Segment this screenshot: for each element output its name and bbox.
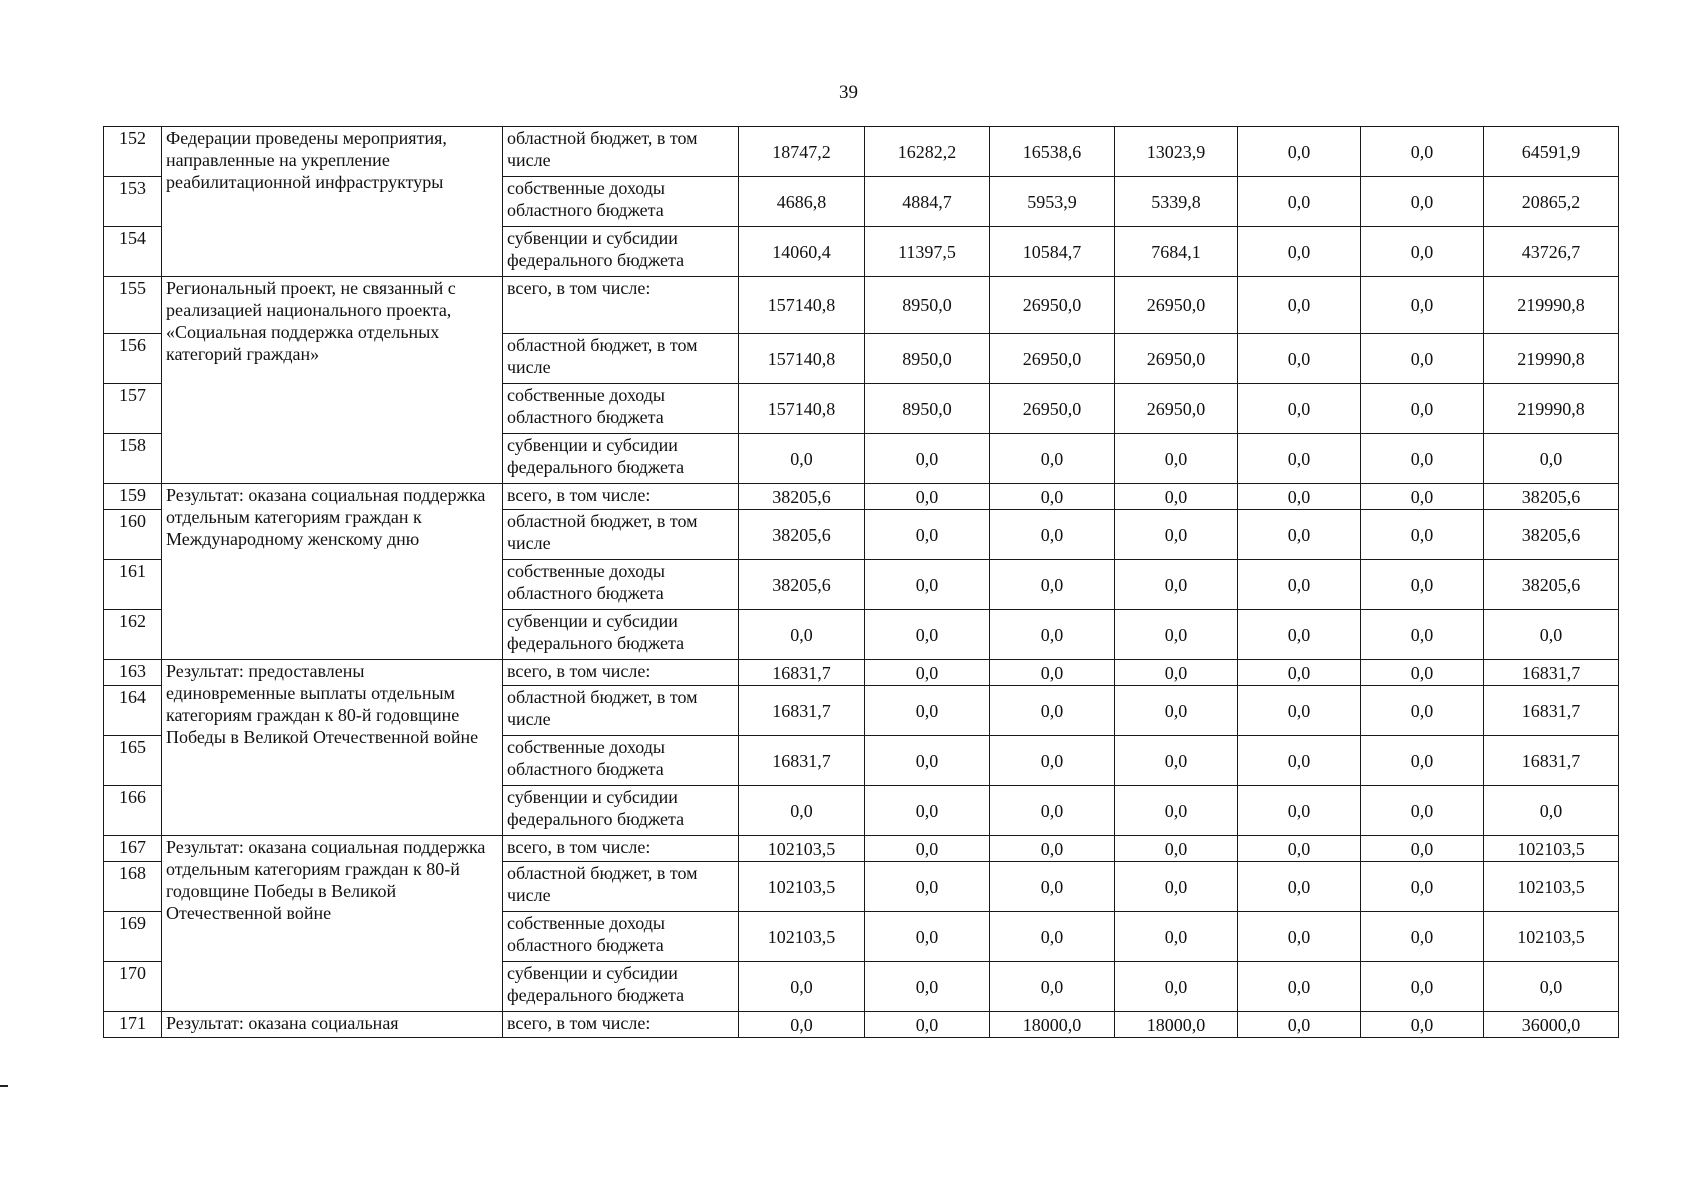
row-number: 168 [104,862,162,912]
year-value: 0,0 [990,962,1115,1012]
year-value: 0,0 [990,836,1115,862]
row-number: 156 [104,334,162,384]
year-value: 11397,5 [865,227,990,277]
year-value: 0,0 [1238,510,1361,560]
year-value: 0,0 [1361,227,1484,277]
year-value: 157140,8 [739,277,865,334]
year-value: 0,0 [865,836,990,862]
margin-mark [0,1085,8,1087]
year-value: 0,0 [1115,610,1238,660]
year-value: 0,0 [739,786,865,836]
year-value: 0,0 [1361,610,1484,660]
year-value: 102103,5 [739,836,865,862]
year-value: 0,0 [1361,560,1484,610]
year-value: 0,0 [1361,736,1484,786]
total-value: 219990,8 [1484,277,1619,334]
year-value: 0,0 [1115,862,1238,912]
row-number: 167 [104,836,162,862]
row-number: 154 [104,227,162,277]
item-description: Результат: оказана социальная поддержка отдельным категориям граждан к 80-й годовщине Победы в Великой Отечественной войне [162,836,503,1012]
year-value: 0,0 [865,686,990,736]
funding-source: областной бюджет, в том числе [503,127,739,177]
year-value: 16282,2 [865,127,990,177]
year-value: 0,0 [990,484,1115,510]
table-row [104,836,1619,862]
year-value: 0,0 [865,962,990,1012]
total-value: 16831,7 [1484,736,1619,786]
year-value: 0,0 [1361,862,1484,912]
year-value: 0,0 [739,1012,865,1038]
funding-source: областной бюджет, в том числе [503,334,739,384]
year-value: 0,0 [990,862,1115,912]
year-value: 0,0 [1238,277,1361,334]
year-value: 0,0 [1361,660,1484,686]
year-value: 0,0 [1361,484,1484,510]
year-value: 0,0 [1115,484,1238,510]
total-value: 38205,6 [1484,510,1619,560]
table-row [104,127,1619,177]
year-value: 4884,7 [865,177,990,227]
year-value: 0,0 [1238,334,1361,384]
budget-table [103,126,1619,1038]
year-value: 0,0 [1361,334,1484,384]
year-value: 0,0 [1361,434,1484,484]
total-value: 16831,7 [1484,686,1619,736]
total-value: 43726,7 [1484,227,1619,277]
total-value: 0,0 [1484,786,1619,836]
row-number: 159 [104,484,162,510]
funding-source: субвенции и субсидии федерального бюджета [503,434,739,484]
year-value: 0,0 [1115,962,1238,1012]
year-value: 10584,7 [990,227,1115,277]
total-value: 38205,6 [1484,560,1619,610]
funding-source: субвенции и субсидии федерального бюджета [503,610,739,660]
row-number: 153 [104,177,162,227]
year-value: 0,0 [739,962,865,1012]
year-value: 16538,6 [990,127,1115,177]
year-value: 26950,0 [990,334,1115,384]
year-value: 0,0 [1238,836,1361,862]
year-value: 102103,5 [739,912,865,962]
year-value: 0,0 [1238,560,1361,610]
year-value: 0,0 [1238,384,1361,434]
year-value: 0,0 [865,912,990,962]
year-value: 0,0 [1361,277,1484,334]
total-value: 0,0 [1484,962,1619,1012]
row-number: 164 [104,686,162,736]
year-value: 0,0 [865,510,990,560]
table-row [104,484,1619,510]
year-value: 38205,6 [739,484,865,510]
total-value: 219990,8 [1484,384,1619,434]
row-number: 163 [104,660,162,686]
total-value: 64591,9 [1484,127,1619,177]
year-value: 0,0 [865,484,990,510]
year-value: 16831,7 [739,660,865,686]
row-number: 170 [104,962,162,1012]
year-value: 0,0 [1361,962,1484,1012]
funding-source: собственные доходы областного бюджета [503,560,739,610]
total-value: 102103,5 [1484,912,1619,962]
year-value: 18747,2 [739,127,865,177]
year-value: 16831,7 [739,736,865,786]
year-value: 0,0 [1115,560,1238,610]
year-value: 0,0 [1115,434,1238,484]
total-value: 36000,0 [1484,1012,1619,1038]
year-value: 0,0 [1238,736,1361,786]
year-value: 5339,8 [1115,177,1238,227]
year-value: 0,0 [1361,384,1484,434]
item-description: Региональный проект, не связанный с реализацией национального проекта, «Социальная поддержка отдельных категорий граждан» [162,277,503,484]
year-value: 0,0 [1115,736,1238,786]
funding-source: областной бюджет, в том числе [503,510,739,560]
total-value: 102103,5 [1484,836,1619,862]
year-value: 0,0 [1115,686,1238,736]
year-value: 0,0 [1238,686,1361,736]
year-value: 0,0 [990,434,1115,484]
year-value: 0,0 [1115,912,1238,962]
year-value: 0,0 [1238,660,1361,686]
funding-source: субвенции и субсидии федерального бюджета [503,227,739,277]
row-number: 162 [104,610,162,660]
item-description: Результат: оказана социальная [162,1012,503,1038]
total-value: 0,0 [1484,434,1619,484]
year-value: 0,0 [1238,434,1361,484]
funding-source: всего, в том числе: [503,277,739,334]
table-row [104,660,1619,686]
year-value: 0,0 [1361,686,1484,736]
year-value: 0,0 [1115,786,1238,836]
funding-source: собственные доходы областного бюджета [503,177,739,227]
year-value: 0,0 [1361,510,1484,560]
total-value: 219990,8 [1484,334,1619,384]
year-value: 0,0 [865,660,990,686]
year-value: 0,0 [1238,227,1361,277]
year-value: 8950,0 [865,277,990,334]
table-row [104,277,1619,334]
year-value: 26950,0 [1115,277,1238,334]
year-value: 0,0 [1238,862,1361,912]
year-value: 0,0 [865,1012,990,1038]
year-value: 0,0 [1238,912,1361,962]
year-value: 4686,8 [739,177,865,227]
funding-source: всего, в том числе: [503,484,739,510]
year-value: 13023,9 [1115,127,1238,177]
page-number: 39 [839,82,858,103]
funding-source: субвенции и субсидии федерального бюджета [503,786,739,836]
year-value: 8950,0 [865,334,990,384]
year-value: 0,0 [990,736,1115,786]
year-value: 26950,0 [1115,334,1238,384]
funding-source: субвенции и субсидии федерального бюджета [503,962,739,1012]
year-value: 38205,6 [739,510,865,560]
year-value: 0,0 [739,434,865,484]
year-value: 0,0 [1238,177,1361,227]
year-value: 0,0 [865,434,990,484]
row-number: 155 [104,277,162,334]
row-number: 157 [104,384,162,434]
item-description: Результат: оказана социальная поддержка отдельным категориям граждан к Международному женскому дню [162,484,503,660]
year-value: 26950,0 [990,384,1115,434]
year-value: 5953,9 [990,177,1115,227]
funding-source: собственные доходы областного бюджета [503,384,739,434]
year-value: 0,0 [865,560,990,610]
year-value: 0,0 [990,786,1115,836]
year-value: 0,0 [1238,786,1361,836]
table-body [104,127,1619,1038]
year-value: 0,0 [1361,177,1484,227]
year-value: 0,0 [990,686,1115,736]
year-value: 0,0 [990,660,1115,686]
year-value: 0,0 [1238,1012,1361,1038]
funding-source: областной бюджет, в том числе [503,686,739,736]
year-value: 0,0 [1361,912,1484,962]
year-value: 0,0 [990,912,1115,962]
total-value: 102103,5 [1484,862,1619,912]
total-value: 16831,7 [1484,660,1619,686]
year-value: 0,0 [1361,127,1484,177]
year-value: 26950,0 [990,277,1115,334]
year-value: 157140,8 [739,384,865,434]
year-value: 14060,4 [739,227,865,277]
funding-source: всего, в том числе: [503,1012,739,1038]
year-value: 0,0 [1238,484,1361,510]
total-value: 38205,6 [1484,484,1619,510]
year-value: 0,0 [865,736,990,786]
funding-source: всего, в том числе: [503,660,739,686]
year-value: 0,0 [1361,1012,1484,1038]
total-value: 0,0 [1484,610,1619,660]
year-value: 157140,8 [739,334,865,384]
row-number: 158 [104,434,162,484]
year-value: 0,0 [1115,836,1238,862]
year-value: 26950,0 [1115,384,1238,434]
row-number: 160 [104,510,162,560]
year-value: 18000,0 [990,1012,1115,1038]
row-number: 166 [104,786,162,836]
year-value: 16831,7 [739,686,865,736]
year-value: 38205,6 [739,560,865,610]
year-value: 0,0 [865,610,990,660]
funding-source: собственные доходы областного бюджета [503,912,739,962]
funding-source: всего, в том числе: [503,836,739,862]
total-value: 20865,2 [1484,177,1619,227]
year-value: 0,0 [1238,962,1361,1012]
year-value: 0,0 [865,786,990,836]
year-value: 18000,0 [1115,1012,1238,1038]
year-value: 0,0 [990,510,1115,560]
item-description: Результат: предоставлены единовременные выплаты отдельным категориям граждан к 80-й годовщине Победы в Великой Отечественной войне [162,660,503,836]
year-value: 8950,0 [865,384,990,434]
row-number: 161 [104,560,162,610]
year-value: 0,0 [865,862,990,912]
row-number: 171 [104,1012,162,1038]
year-value: 0,0 [739,610,865,660]
year-value: 0,0 [1115,510,1238,560]
row-number: 165 [104,736,162,786]
year-value: 102103,5 [739,862,865,912]
year-value: 0,0 [1361,786,1484,836]
year-value: 0,0 [1238,610,1361,660]
year-value: 0,0 [1361,836,1484,862]
year-value: 0,0 [1115,660,1238,686]
funding-source: областной бюджет, в том числе [503,862,739,912]
year-value: 0,0 [990,560,1115,610]
row-number: 169 [104,912,162,962]
year-value: 0,0 [990,610,1115,660]
table-row [104,1012,1619,1038]
year-value: 0,0 [1238,127,1361,177]
year-value: 7684,1 [1115,227,1238,277]
row-number: 152 [104,127,162,177]
funding-source: собственные доходы областного бюджета [503,736,739,786]
item-description: Федерации проведены мероприятия, направленные на укрепление реабилитационной инфраструктуры [162,127,503,277]
